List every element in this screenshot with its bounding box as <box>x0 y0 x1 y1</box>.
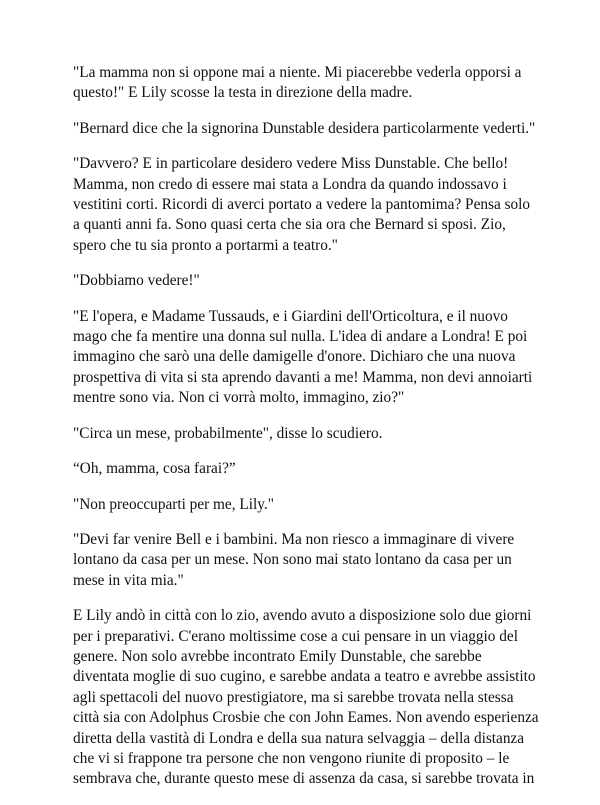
paragraph <box>73 307 533 409</box>
paragraph <box>73 606 539 790</box>
paragraph <box>73 271 533 291</box>
text-line: vestitini corti. Ricordi di averci portato a vedere la pantomima? Pensa solo <box>73 196 531 214</box>
text-line: lontano da casa per un mese. Non sono mai stato lontano da casa per un <box>73 551 512 569</box>
text-line: diretta della vastità di Londra e della sua natura selvaggia – della distanza <box>73 729 525 747</box>
paragraph <box>73 459 533 479</box>
paragraph <box>73 530 533 591</box>
paragraph <box>73 424 533 444</box>
paragraph <box>73 119 536 139</box>
text-line: spero che tu sia pronto a portarmi a teatro." <box>73 236 338 254</box>
text-line: Mamma, non credo di essere mai stata a Londra da quando indossavo i <box>73 175 507 193</box>
text-line: questo!" E Lily scosse la testa in direzione della madre. <box>73 84 413 102</box>
text-line: sembrava che, durante questo mese di assenza da casa, si sarebbe trovata in <box>73 770 535 788</box>
text-line: E Lily andò in città con lo zio, avendo avuto a disposizione solo due giorni <box>73 607 532 625</box>
body-text <box>73 63 539 805</box>
text-line: "Non preoccuparti per me, Lily." <box>73 495 274 513</box>
text-line: per i preparativi. C'erano moltissime cose a cui pensare in un viaggio del <box>73 627 518 645</box>
text-line: a quanti anni fa. Sono quasi certa che sia ora che Bernard si sposi. Zio, <box>73 216 506 234</box>
text-line: "Dobbiamo vedere!" <box>73 272 200 290</box>
text-line: "Devi far venire Bell e i bambini. Ma non riesco a immaginare di vivere <box>73 530 515 548</box>
text-line: mago che fa mentire una donna sul nulla. L'idea di andare a Londra! E poi <box>73 328 528 346</box>
text-line: prospettiva di vita si sta aprendo davanti a me! Mamma, non devi annoiarti <box>73 368 533 386</box>
text-line: agli spettacoli del nuovo prestigiatore, ma si sarebbe trovata nella stessa <box>73 688 514 706</box>
text-line: "Circa un mese, probabilmente", disse lo scudiero. <box>73 424 383 442</box>
text-line: mese in vita mia." <box>73 571 184 589</box>
text-line: città sia con Adolphus Crosbie che con John Eames. Non avendo esperienza <box>73 709 539 727</box>
text-line: mentre sono via. Non ci vorrà molto, immagino, zio?" <box>73 389 405 407</box>
text-line: "Bernard dice che la signorina Dunstable desidera particolarmente vederti." <box>73 119 536 137</box>
text-line: "E l'opera, e Madame Tussauds, e i Giardini dell'Orticoltura, e il nuovo <box>73 307 508 325</box>
paragraph <box>73 63 533 104</box>
text-line: “Oh, mamma, cosa farai?” <box>73 460 236 478</box>
text-line: diventata moglie di suo cugino, e sarebbe andata a teatro e avrebbe assistito <box>73 668 536 686</box>
text-line: genere. Non solo avrebbe incontrato Emily Dunstable, che sarebbe <box>73 647 482 665</box>
paragraph <box>73 495 533 515</box>
paragraph <box>73 154 533 256</box>
text-line: che vi si frappone tra persone che non vengono riunite di proposito – le <box>73 749 510 767</box>
text-line: immagino che sarò una delle damigelle d'onore. Dichiaro che una nuova <box>73 348 516 366</box>
text-line: "La mamma non si oppone mai a niente. Mi piacerebbe vederla opporsi a <box>73 64 522 81</box>
text-line: "Davvero? E in particolare desidero vedere Miss Dunstable. Che bello! <box>73 155 509 173</box>
